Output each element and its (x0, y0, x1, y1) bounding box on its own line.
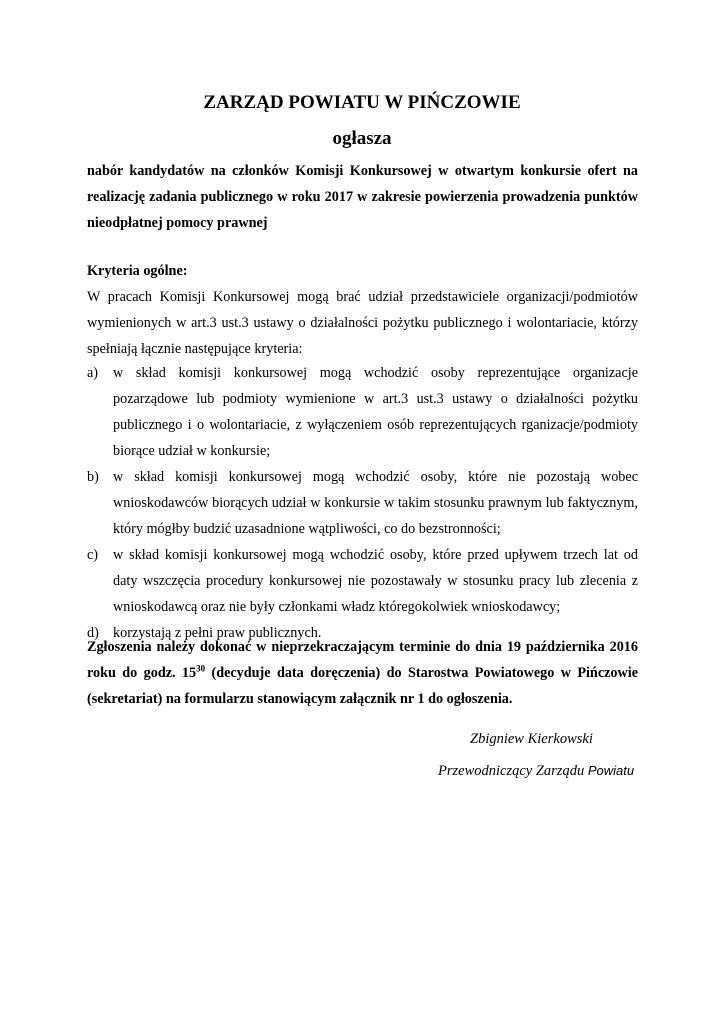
list-item (87, 360, 638, 464)
page-title: ZARZĄD POWIATU W PIŃCZOWIE (203, 92, 521, 113)
signatory-role-last: Powiatu (587, 763, 635, 778)
signatory-role-main: Przewodniczący Zarządu (438, 763, 588, 779)
criteria-heading: Kryteria ogólne: (87, 263, 188, 279)
list-item-text: w skład komisji konkursowej mogą wchodzić osoby reprezentujące organizacje pozarządowe lub podmioty wymienione w art.3 ust.3 ustawy o działalności pożytku publicznego i o wolontariacie, z wyłączeniem osób reprezentujących rganizacje/podmioty biorące udział w konkursie; (113, 365, 638, 459)
criteria-paragraph: W pracach Komisji Konkursowej mogą brać udział przedstawiciele organizacji/podmiotów wymienionych w art.3 ust.3 ustawy o działalności pożytku publicznego i wolontariacie, którzy spełniają łącznie następujące kryteria: (87, 289, 638, 357)
list-marker: a) (87, 365, 99, 381)
list-item-text: w skład komisji konkursowej mogą wchodzić osoby, które nie pozostają wobec wnioskodawców biorących udział w konkursie w takim stosunku prawnym lub faktycznym, który mógłby budzić uzasadnione wątpliwości, co do bezstronności; (113, 469, 638, 537)
deadline-text-start: Zgłoszenia należy dokonać w nieprzekraczającym terminie do dnia 19 października 2016 roku do godz. 15 (87, 639, 638, 681)
signatory-name: Zbigniew Kierkowski (470, 731, 593, 747)
list-marker: b) (87, 469, 99, 485)
intro-paragraph: nabór kandydatów na członków Komisji Konkursowej w otwartym konkursie ofert na realizację zadania publicznego w roku 2017 w zakresie powierzenia prowadzenia punktów nieodpłatnej pomocy prawnej (87, 163, 638, 231)
criteria-list (87, 360, 638, 646)
list-marker: d) (87, 625, 99, 641)
list-item-text: w skład komisji konkursowej mogą wchodzić osoby, które przed upływem trzech lat od daty wszczęcia procedury konkursowej nie pozostawały w stosunku pracy lub zlecenia z wnioskodawcą oraz nie były członkami władz któregokolwiek wnioskodawcy; (113, 547, 638, 615)
signatory-role (438, 763, 634, 780)
deadline-paragraph (87, 634, 638, 712)
list-item (87, 542, 638, 620)
list-marker: c) (87, 547, 99, 563)
deadline-minutes-superscript: 30 (196, 663, 206, 674)
deadline-text-end: (decyduje data doręczenia) do Starostwa Powiatowego w Pińczowie (sekretariat) na formularzu stanowiącym załącznik nr 1 do ogłoszenia. (87, 665, 638, 707)
page-subtitle: ogłasza (332, 128, 392, 149)
list-item-text: korzystają z pełni praw publicznych. (113, 625, 322, 641)
list-item (87, 464, 638, 542)
